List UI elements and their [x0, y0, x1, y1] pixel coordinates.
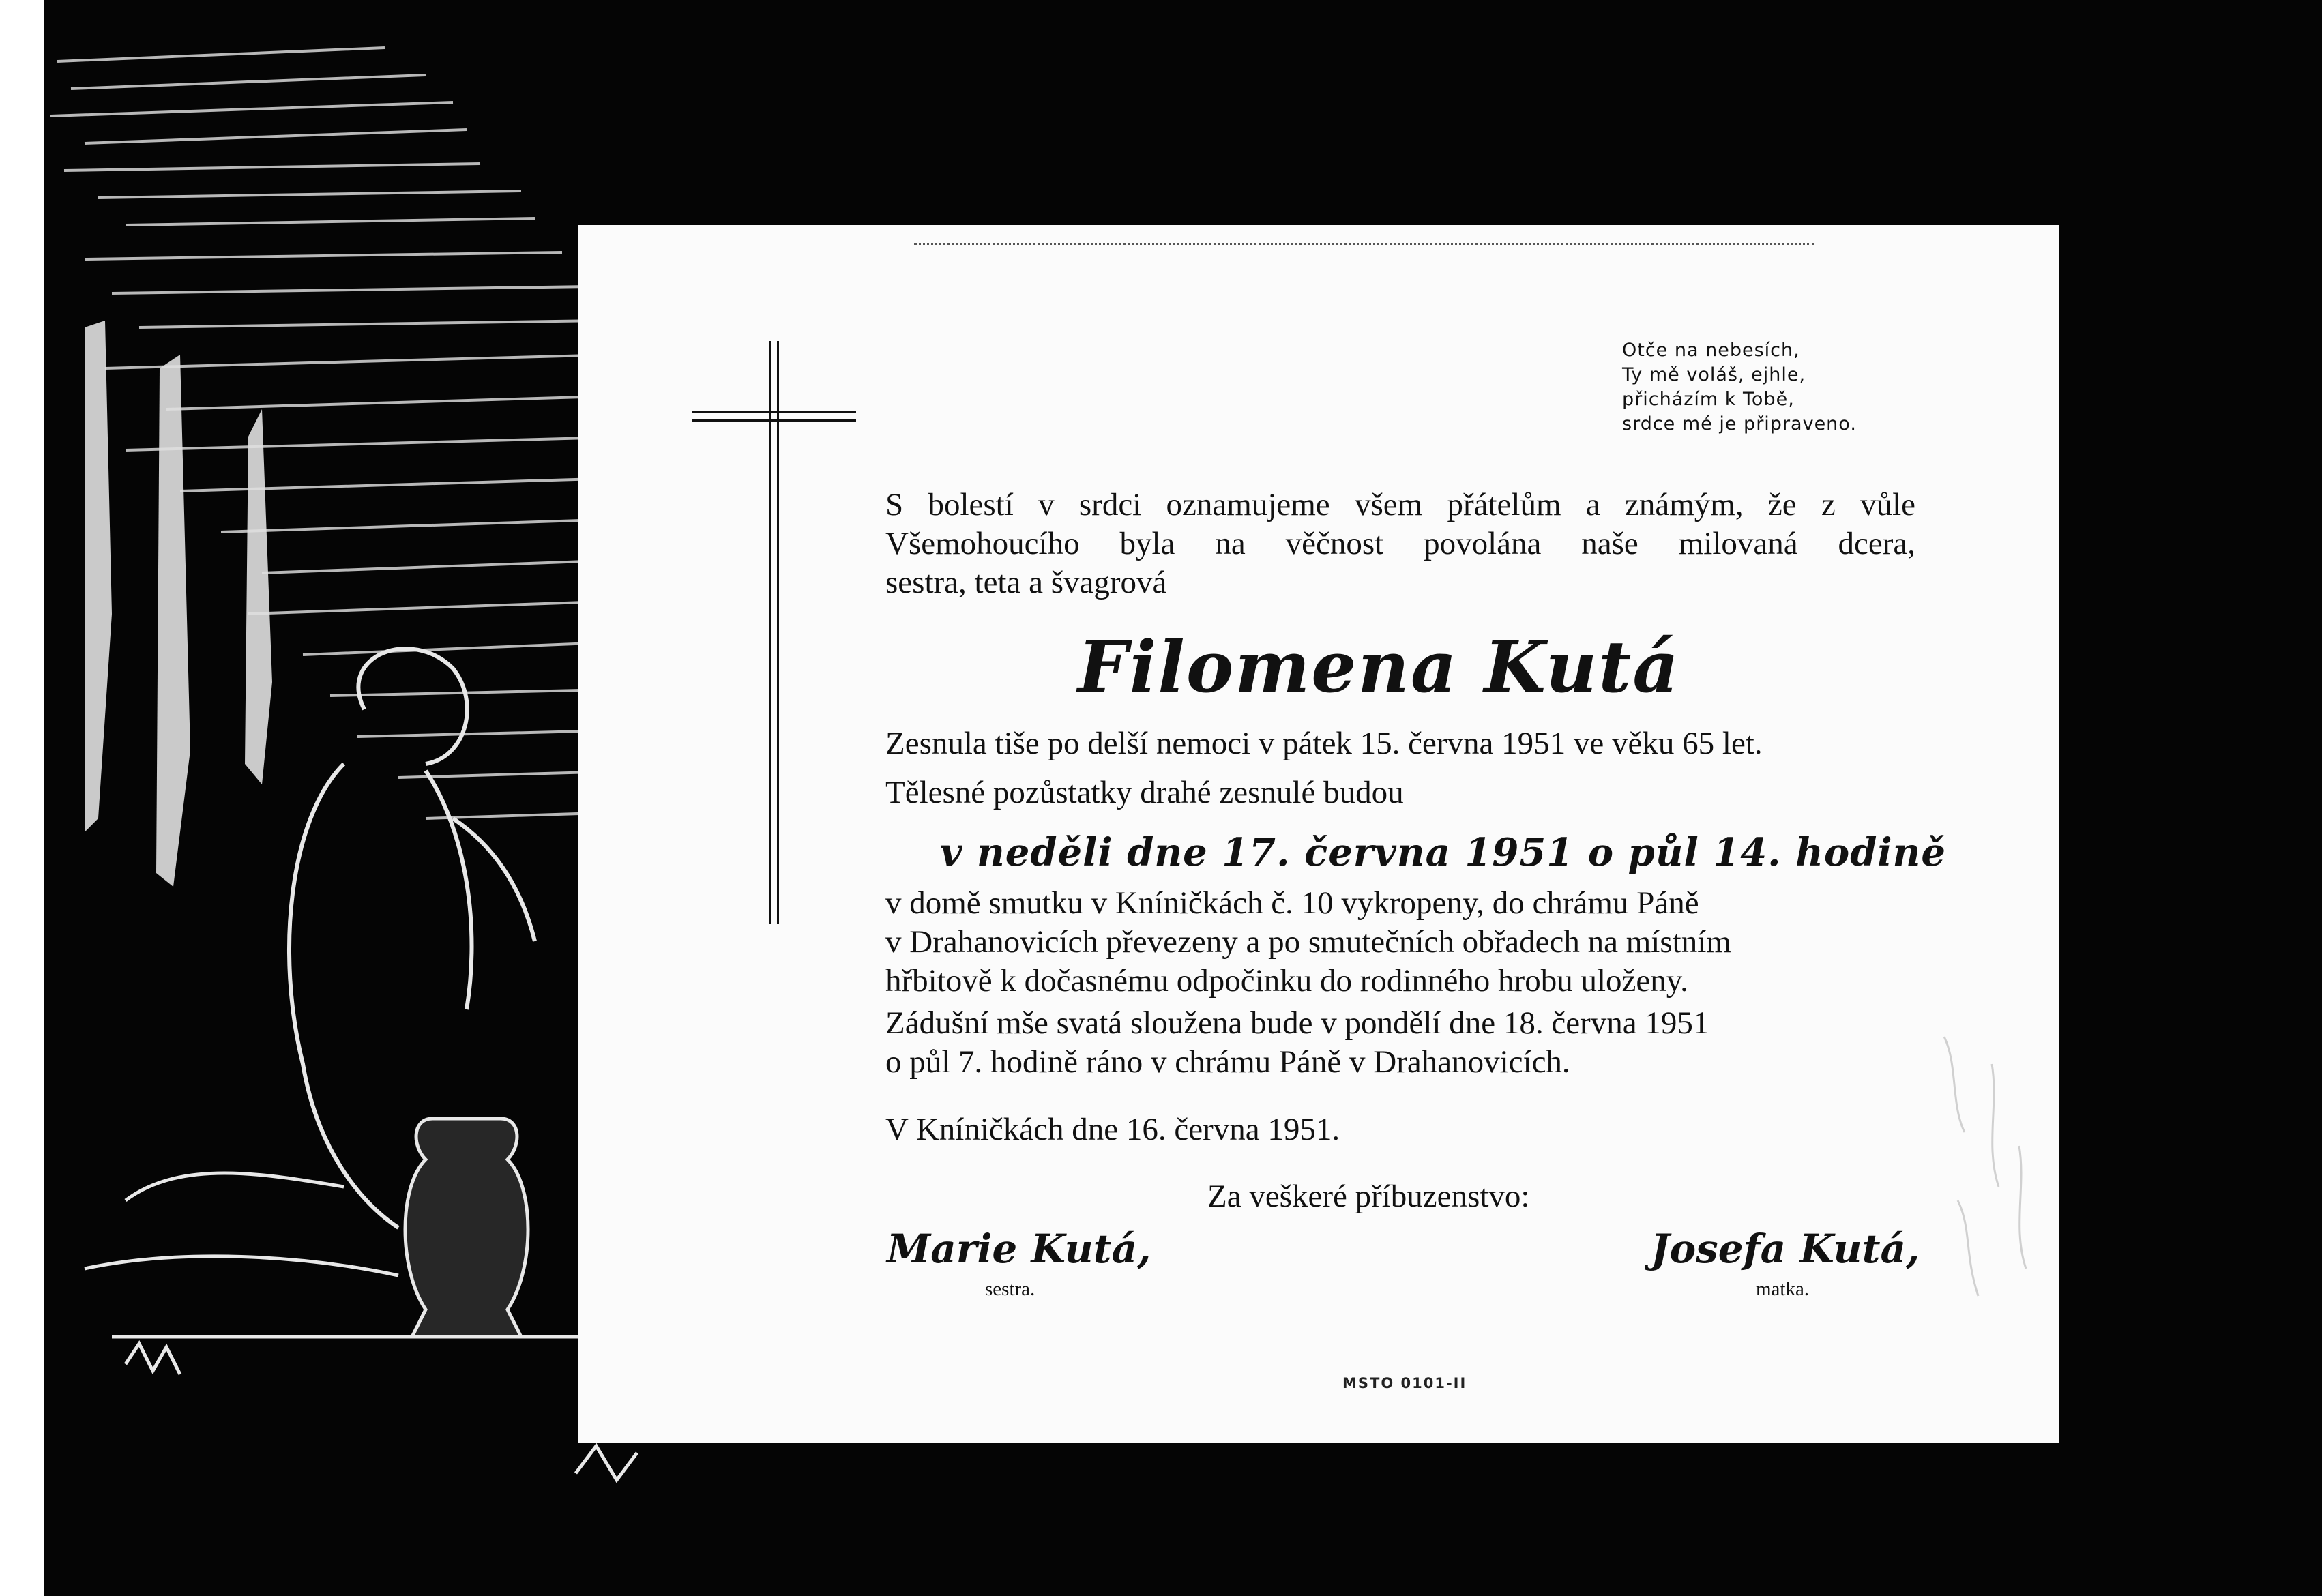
cross-icon: [692, 341, 856, 924]
burial-line: v domě smutku v Kníničkách č. 10 vykropeny, do chrámu Páně: [885, 885, 1699, 921]
announcement-line: Všemohoucího byla na věčnost povolána naše milovaná dcera,: [885, 526, 1915, 561]
announcement-paragraph: [885, 486, 1915, 602]
remains-text: Tělesné pozůstatky drahé zesnulé budou: [885, 775, 1404, 810]
signature-mother: Josefa Kutá,: [1651, 1226, 1920, 1272]
announcement-line: sestra, teta a švagrová: [885, 565, 1167, 600]
mass-line: Zádušní mše svatá sloužena bude v pondělí dne 18. června 1951: [885, 1005, 1709, 1041]
signature-role-mother: matka.: [1756, 1278, 1810, 1300]
verse-line: Ty mě voláš, ejhle,: [1622, 364, 1806, 385]
prayer-verse: [1622, 338, 1909, 437]
place-date: [885, 1110, 1915, 1149]
scan-margin: [0, 0, 44, 1596]
signature-role-sister: sestra.: [985, 1278, 1035, 1300]
death-line: [885, 724, 1915, 763]
mourning-figure-icon: [44, 0, 658, 1596]
announcement-line: S bolestí v srdci oznamujeme všem přátelům a známým, že z vůle: [885, 487, 1915, 522]
burial-line: v Drahanovicích převezeny a po smutečních obřadech na místním: [885, 924, 1731, 960]
funeral-time: v neděli dne 17. června 1951 o půl 14. hodině: [940, 830, 1946, 875]
burial-line: hřbitově k dočasnému odpočinku do rodinného hrobu uloženy.: [885, 963, 1688, 999]
remains-line: [885, 773, 1915, 812]
deceased-name: Filomena Kutá: [1078, 625, 1680, 709]
top-dotted-border: [914, 243, 1814, 249]
mass-paragraph: [885, 1004, 1915, 1082]
bleed-through-marks: [1930, 1023, 2046, 1310]
verse-line: srdce mé je připraveno.: [1622, 413, 1857, 434]
verse-line: přicházím k Tobě,: [1622, 389, 1795, 410]
place-date-text: V Kníničkách dne 16. června 1951.: [885, 1112, 1340, 1147]
burial-paragraph: [885, 884, 1915, 1001]
mass-line: o půl 7. hodině ráno v chrámu Páně v Drahanovicích.: [885, 1044, 1570, 1080]
signature-sister: Marie Kutá,: [887, 1226, 1151, 1272]
mourning-illustration: [44, 0, 658, 1596]
death-text: Zesnula tiše po delší nemoci v pátek 15. června 1951 ve věku 65 let.: [885, 726, 1763, 761]
print-code: MSTO 0101-II: [1342, 1375, 1467, 1391]
verse-line: Otče na nebesích,: [1622, 340, 1800, 361]
kin-line: Za veškeré příbuzenstvo:: [1207, 1179, 1530, 1214]
